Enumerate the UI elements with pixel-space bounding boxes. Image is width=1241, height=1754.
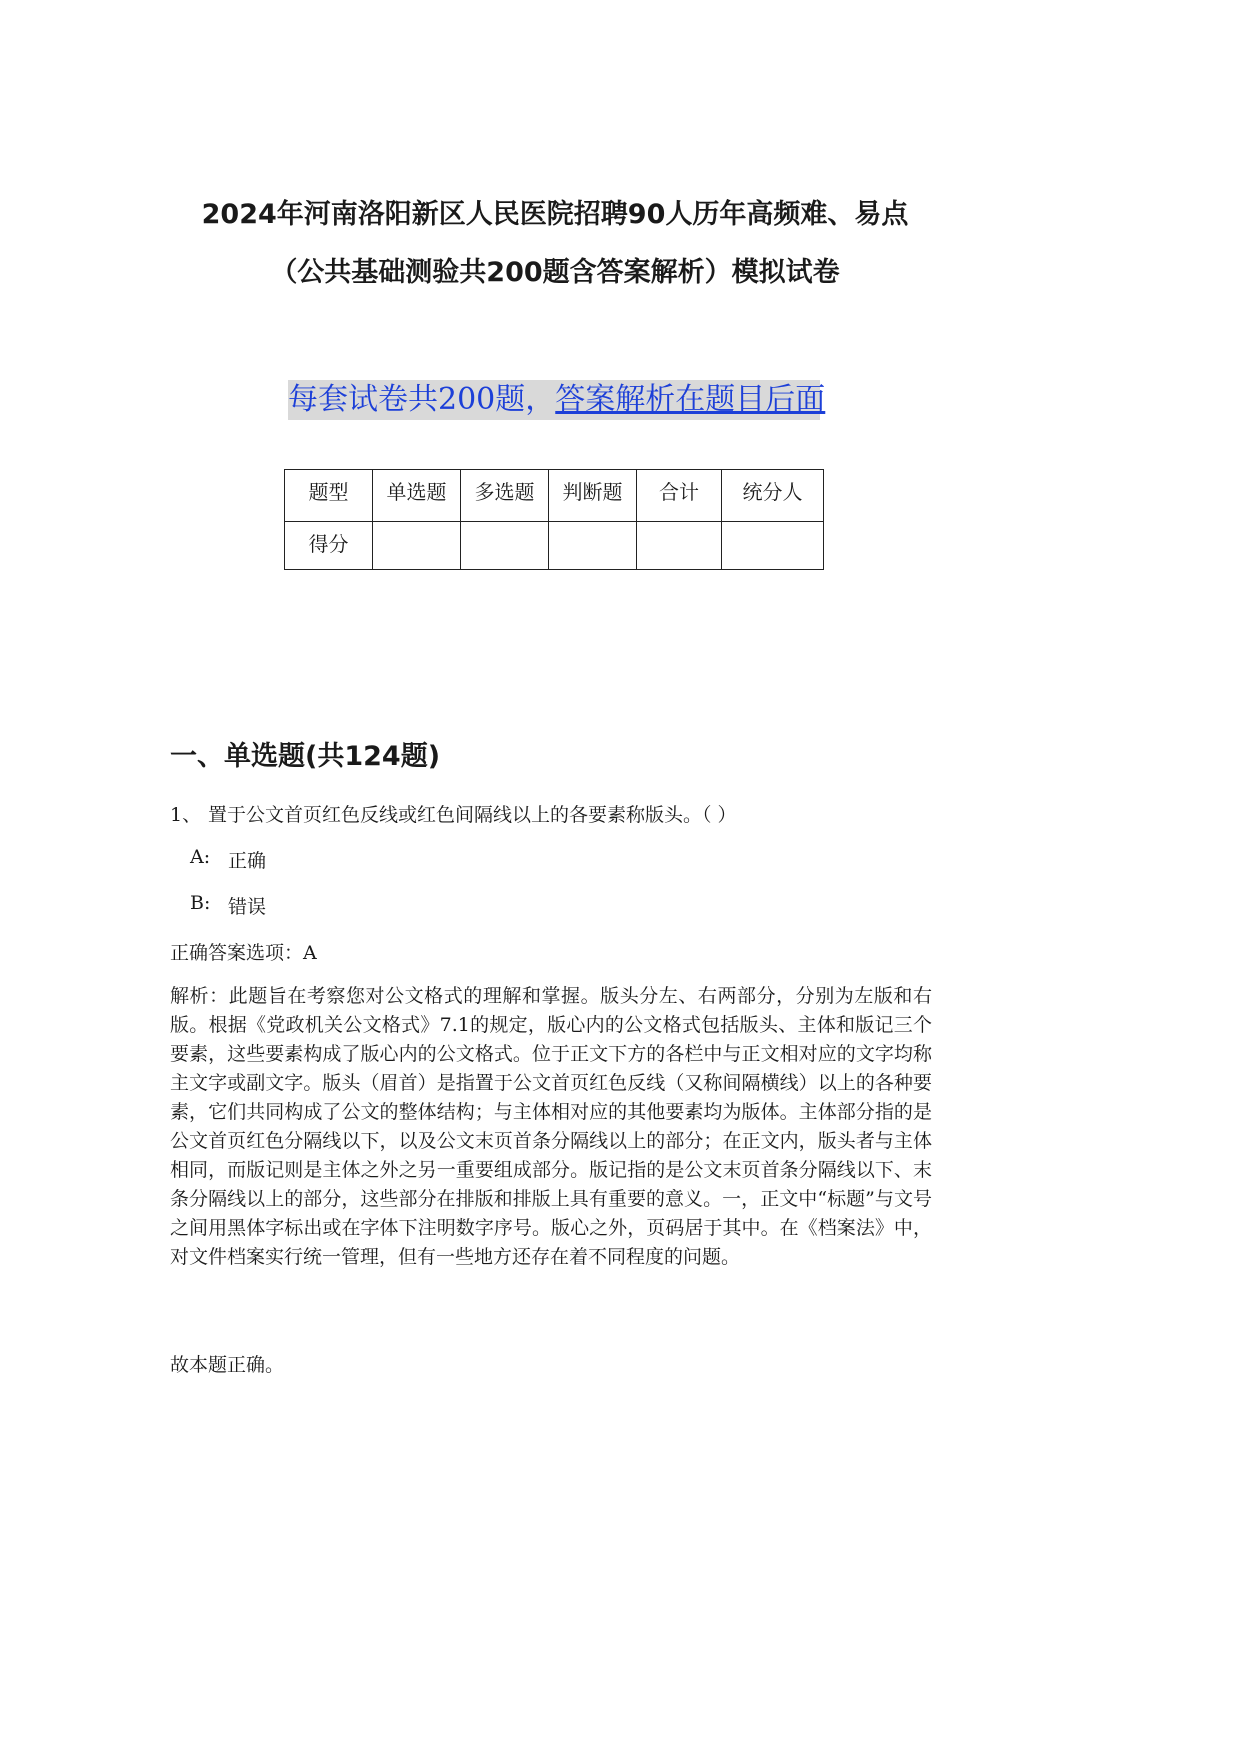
header-cell-multiple-choice: 多选题 — [461, 470, 549, 522]
score-table-score-row — [285, 522, 824, 570]
header-cell-scorer: 统分人 — [722, 470, 824, 522]
question-number: 1、 — [170, 804, 202, 826]
option-b-text: 错误 — [228, 896, 267, 918]
score-row-label: 得分 — [285, 522, 373, 570]
option-a-label: A: — [190, 846, 211, 868]
score-cell[interactable] — [637, 522, 722, 570]
banner-link[interactable]: 答案解析在题目后面 — [555, 382, 826, 417]
header-cell-true-false: 判断题 — [549, 470, 637, 522]
question-count-banner — [288, 380, 826, 420]
section-heading: 一、单选题(共124题) — [170, 741, 441, 772]
header-cell-type: 题型 — [285, 470, 373, 522]
score-cell[interactable] — [549, 522, 637, 570]
option-a-text: 正确 — [228, 850, 267, 872]
answer-analysis: 解析：此题旨在考察您对公文格式的理解和掌握。版头分左、右两部分，分别为左版和右版。根据《党政机关公文格式》7.1的规定，版心内的公文格式包括版头、主体和版记三个要素，这些要素构成了版心内的公文格式。位于正文下方的各栏中与正文相对应的文字均称主文字或副文字。版头（眉首）是指置于公文首页红色反线（又称间隔横线）以上的各种要素，它们共同构成了公文的整体结构；与主体相对应的其他要素均为版体。主体部分指的是公文首页红色分隔线以下，以及公文末页首条分隔线以上的部分；在正文内，版头者与主体相同，而版记则是主体之外之另一重要组成部分。版记指的是公文末页首条分隔线以下、末条分隔线以上的部分，这些部分在排版和排版上具有重要的意义。一，正文中“标题”与文号之间用黑体字标出或在字体下注明数字序号。版心之外，页码居于其中。在《档案法》中，对文件档案实行统一管理，但有一些地方还存在着不同程度的问题。 — [170, 985, 932, 1268]
score-cell[interactable] — [461, 522, 549, 570]
header-cell-single-choice: 单选题 — [373, 470, 461, 522]
question-text: 置于公文首页红色反线或红色间隔线以上的各要素称版头。（ ） — [208, 804, 737, 826]
document-title-line-2: （公共基础测验共200题含答案解析）模拟试卷 — [270, 257, 840, 288]
score-table-header-row — [285, 470, 824, 522]
document-title-line-1: 2024年河南洛阳新区人民医院招聘90人历年高频难、易点 — [201, 199, 909, 230]
option-b-label: B: — [190, 892, 211, 914]
correct-answer: 正确答案选项：A — [170, 942, 317, 964]
header-cell-total: 合计 — [637, 470, 722, 522]
score-table — [284, 469, 824, 570]
answer-conclusion: 故本题正确。 — [170, 1354, 285, 1376]
banner-text: 每套试卷共200题， — [288, 382, 556, 417]
score-cell[interactable] — [722, 522, 824, 570]
score-cell[interactable] — [373, 522, 461, 570]
